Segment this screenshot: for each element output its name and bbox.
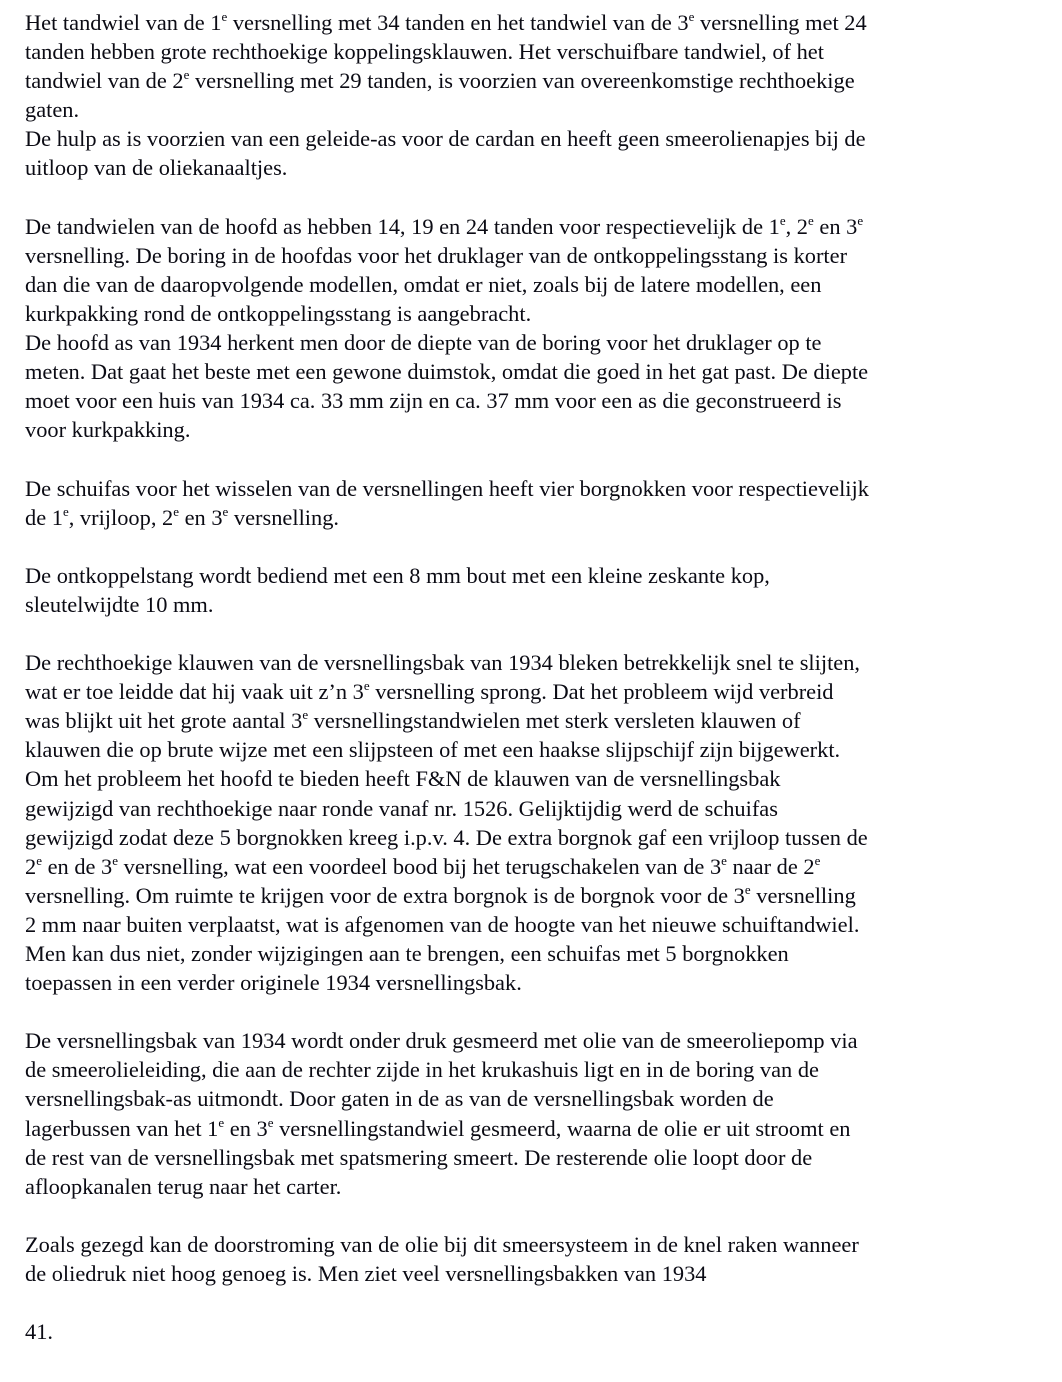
text-run: versnelling. De boring in de hoofdas voor het druklager van de ontkoppelingsstang is korter (25, 242, 848, 268)
text-run: en 3 (813, 213, 858, 239)
text-run: versnelling sprong. Dat het probleem wijd verbreid (369, 679, 834, 705)
text-line (25, 66, 1055, 95)
text-run: De schuifas voor het wisselen van de versnellingen heeft vier borgnokken voor respectievelijk (25, 475, 869, 501)
text-run: gewijzigd zodat deze 5 borgnokken kreeg i.p.v. 4. De extra borgnok gaf een vrijloop tussen de (25, 824, 868, 850)
paragraph (25, 1230, 1055, 1288)
ordinal-superscript: e (688, 9, 695, 24)
text-line (25, 1230, 1055, 1259)
ordinal-superscript: e (218, 1114, 225, 1130)
text-run: De hulp as is voorzien van een geleide-as voor de cardan en heeft geen smeerolienapjes bij de (25, 126, 866, 152)
text-line (25, 590, 1055, 619)
text-run: afloopkanalen terug naar het carter. (25, 1173, 342, 1199)
text-run: 2 (25, 853, 37, 879)
text-run: versnelling met 29 tanden, is voorzien van overeenkomstige rechthoekige (189, 68, 855, 94)
text-line (25, 823, 1055, 852)
body-text (25, 8, 1055, 1288)
text-line (25, 95, 1055, 124)
document-page (25, 8, 1055, 1346)
text-run: de rest van de versnellingsbak met spatsmering smeert. De resterende olie loopt door de (25, 1144, 813, 1170)
text-run: gewijzigd van rechthoekige naar ronde vanaf nr. 1526. Gelijktijdig werd de schuifas (25, 795, 778, 821)
text-line (25, 706, 1055, 735)
text-line (25, 1259, 1055, 1288)
ordinal-superscript: e (112, 852, 119, 868)
text-run: versnelling met 34 tanden en het tandwiel van de 3 (227, 10, 689, 35)
text-run: lagerbussen van het 1 (25, 1115, 219, 1141)
text-run: De tandwielen van de hoofd as hebben 14, 19 en 24 tanden voor respectievelijk de 1 (25, 213, 780, 239)
ordinal-superscript: e (183, 67, 190, 83)
paragraph-gap (25, 183, 1055, 212)
text-run: tandwiel van de 2 (25, 68, 184, 94)
text-line (25, 561, 1055, 590)
page-number: 41. (25, 1319, 53, 1345)
text-run: versnellingstandwielen met sterk versleten klauwen of (308, 708, 801, 734)
ordinal-superscript: e (857, 212, 864, 228)
paragraph (25, 212, 1055, 445)
text-run: moet voor een huis van 1934 ca. 33 mm zijn en ca. 37 mm voor een as die geconstrueerd is (25, 388, 842, 414)
text-line (25, 1055, 1055, 1084)
text-run: voor kurkpakking. (25, 417, 191, 443)
text-run: de smeerolieleiding, die aan de rechter zijde in het krukashuis ligt en in de boring van de (25, 1057, 819, 1083)
text-line (25, 881, 1055, 910)
text-run: versnellingstandwiel gesmeerd, waarna de olie er uit stroomt en (273, 1115, 851, 1141)
ordinal-superscript: e (222, 503, 229, 519)
text-line (25, 8, 1055, 37)
text-run: en de 3 (41, 853, 113, 879)
text-run: versnelling. Om ruimte te krijgen voor de extra borgnok is de borgnok voor de 3 (25, 882, 745, 908)
text-line (25, 968, 1055, 997)
text-line (25, 357, 1055, 386)
ordinal-superscript: e (221, 9, 228, 24)
text-line (25, 37, 1055, 66)
text-line (25, 794, 1055, 823)
text-line (25, 474, 1055, 503)
text-run: Het tandwiel van de 1 (25, 10, 222, 35)
text-line (25, 328, 1055, 357)
ordinal-superscript: e (302, 707, 309, 723)
paragraph-gap (25, 444, 1055, 473)
text-line (25, 648, 1055, 677)
text-line (25, 939, 1055, 968)
text-run: 2 mm naar buiten verplaatst, wat is afgenomen van de hoogte van het nieuwe schuiftandwiel. (25, 911, 860, 937)
ordinal-superscript: e (744, 881, 751, 897)
text-run: , vrijloop, 2 (68, 504, 174, 530)
text-run: De versnellingsbak van 1934 wordt onder druk gesmeerd met olie van de smeeroliepomp via (25, 1028, 858, 1054)
text-line (25, 1172, 1055, 1201)
text-run: versnelling (750, 882, 856, 908)
text-line (25, 153, 1055, 182)
ordinal-superscript: e (363, 678, 370, 694)
text-line (25, 270, 1055, 299)
text-line (25, 735, 1055, 764)
text-run: en 3 (179, 504, 223, 530)
text-line (25, 503, 1055, 532)
text-run: klauwen die op brute wijze met een slijpsteen of met een haakse slijpschijf zijn bijgewerkt. (25, 737, 841, 763)
text-run: De hoofd as van 1934 herkent men door de diepte van de boring voor het druklager op te (25, 330, 822, 356)
paragraph (25, 8, 1055, 183)
paragraph (25, 474, 1055, 532)
text-run: , 2 (785, 213, 808, 239)
text-line (25, 415, 1055, 444)
text-line (25, 299, 1055, 328)
text-line (25, 910, 1055, 939)
text-run: gaten. (25, 97, 80, 123)
text-line (25, 1026, 1055, 1055)
text-run: versnelling. (228, 504, 339, 530)
text-run: De rechthoekige klauwen van de versnellingsbak van 1934 bleken betrekkelijk snel te slijten, (25, 650, 861, 676)
ordinal-superscript: e (721, 852, 727, 868)
text-run: versnelling, wat een voordeel bood bij het terugschakelen van de 3 (118, 853, 722, 879)
paragraph (25, 1026, 1055, 1201)
ordinal-superscript: e (814, 852, 821, 868)
text-line (25, 764, 1055, 793)
text-run: naar de 2 (726, 853, 815, 879)
paragraph (25, 648, 1055, 997)
text-line (25, 241, 1055, 270)
text-run: kurkpakking rond de ontkoppelingsstang is aangebracht. (25, 300, 532, 326)
paragraph-gap (25, 1288, 1055, 1317)
text-run: De ontkoppelstang wordt bediend met een 8 mm bout met een kleine zeskante kop, (25, 562, 770, 588)
text-line (25, 1114, 1055, 1143)
text-line (25, 1143, 1055, 1172)
paragraph-gap (25, 1201, 1055, 1230)
text-line (25, 386, 1055, 415)
ordinal-superscript: e (173, 503, 179, 519)
text-run: Men kan dus niet, zonder wijzigingen aan te brengen, een schuifas met 5 borgnokken (25, 941, 789, 966)
text-run: Zoals gezegd kan de doorstroming van de olie bij dit smeersysteem in de knel raken wanneer (25, 1231, 859, 1257)
paragraph (25, 561, 1055, 619)
ordinal-superscript: e (267, 1114, 274, 1130)
ordinal-superscript: e (62, 503, 69, 519)
paragraph-gap (25, 532, 1055, 561)
text-run: meten. Dat gaat het beste met een gewone duimstok, omdat die goed in het gat past. De diepte (25, 359, 869, 385)
text-run: was blijkt uit het grote aantal 3 (25, 708, 303, 734)
text-run: de oliedruk niet hoog genoeg is. Men ziet veel versnellingsbakken van 1934 (25, 1261, 707, 1287)
text-run: de 1 (25, 504, 63, 530)
paragraph-gap (25, 619, 1055, 648)
ordinal-superscript: e (779, 212, 786, 228)
text-run: uitloop van de oliekanaaltjes. (25, 155, 288, 181)
text-line (25, 1084, 1055, 1113)
text-run: versnellingsbak-as uitmondt. Door gaten in de as van de versnellingsbak worden de (25, 1086, 774, 1112)
text-run: Om het probleem het hoofd te bieden heeft F&N de klauwen van de versnellingsbak (25, 766, 781, 792)
paragraph-gap (25, 997, 1055, 1026)
text-run: sleutelwijdte 10 mm. (25, 591, 214, 617)
ordinal-superscript: e (808, 212, 814, 228)
ordinal-superscript: e (36, 852, 42, 868)
text-line (25, 212, 1055, 241)
text-run: wat er toe leidde dat hij vaak uit z’n 3 (25, 679, 364, 705)
text-run: versnelling met 24 (694, 10, 867, 35)
text-line (25, 852, 1055, 881)
text-line (25, 124, 1055, 153)
text-run: en 3 (224, 1115, 268, 1141)
text-run: tanden hebben grote rechthoekige koppelingsklauwen. Het verschuifbare tandwiel, of het (25, 39, 824, 65)
text-run: dan die van de daaropvolgende modellen, omdat er niet, zoals bij de latere modellen, een (25, 271, 822, 297)
text-line (25, 677, 1055, 706)
text-run: toepassen in een verder originele 1934 versnellingsbak. (25, 970, 522, 996)
